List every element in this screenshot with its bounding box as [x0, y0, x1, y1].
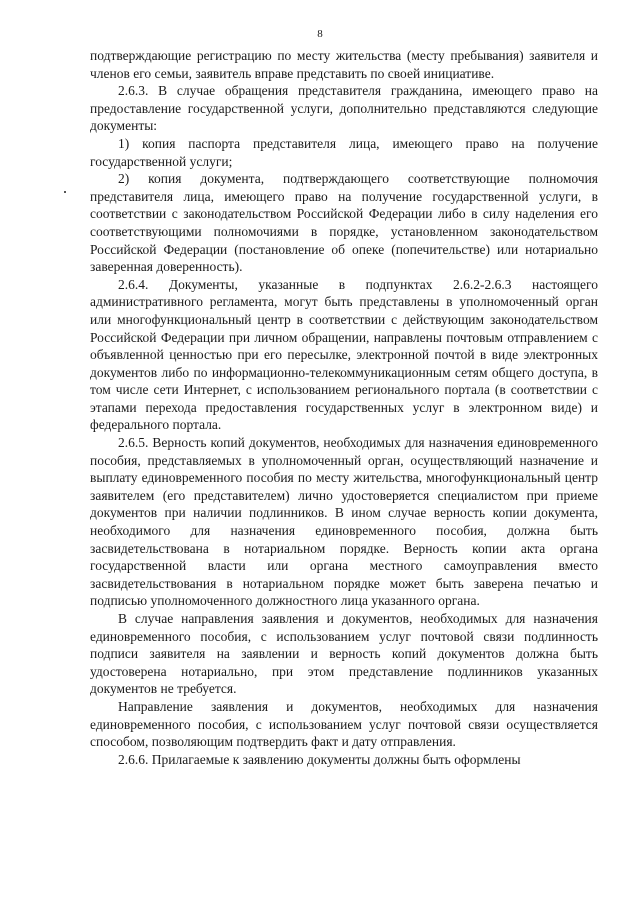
paragraph-2-6-3: 2.6.3. В случае обращения представителя гражданина, имеющего право на предоставление государственной услуги, дополнительно представляются следующие документы:	[90, 83, 598, 134]
page-number: 8	[317, 28, 323, 40]
list-item-1: 1) копия паспорта представителя лица, имеющего право на получение государственной услуги;	[90, 135, 598, 169]
paragraph-postal-sending: Направление заявления и документов, необходимых для назначения единовременного пособия, с использованием услуг почтовой связи осуществляется способом, позволяющим подтвердить факт и дату отправления.	[90, 698, 598, 750]
paragraph-2-6-6: 2.6.6. Прилагаемые к заявлению документы должны быть оформлены	[118, 751, 521, 767]
paragraph-continuation: подтверждающие регистрацию по месту жительства (месту пребывания) заявителя и членов его семьи, заявитель вправе представить по своей инициативе.	[90, 48, 598, 81]
paragraph-postal-notarization: В случае направления заявления и документов, необходимых для назначения единовременного пособия, с использованием услуг почтовой связи подлинность подписи заявителя на заявлении и верность копий документов должна быть удостоверена нотариально, при этом представление подлинников указанных документов не требуется.	[90, 611, 598, 697]
document-body	[90, 47, 598, 768]
list-item-2: 2) копия документа, подтверждающего соответствующие полномочия представителя лица, имеющего право на получение государственной услуги, в соответствии с законодательством Российской Федерации либо в силу наделения его соответствующими полномочиями в порядке, установленном законодательством Российской Федерации (постановление об опеке (попечительстве) или нотариально заверенная доверенность).	[90, 171, 598, 275]
margin-mark	[64, 191, 66, 193]
paragraph-2-6-4: 2.6.4. Документы, указанные в подпунктах 2.6.2-2.6.3 настоящего административного регламента, могут быть представлены в уполномоченный орган или многофункциональный центр в соответствии с действующим законодательством Российской Федерации при личном обращении, направлены почтовым отправлением с объявленной ценностью при его пересылке, электронной почтой в виде электронных документов либо по информационно-телекоммуникационным сетям общего доступа, в том числе сети Интернет, с использованием регионального портала (в соответствии с этапами перехода предоставления государственных услуг в электронном виде) и федерального портала.	[90, 276, 598, 433]
paragraph-2-6-5: 2.6.5. Верность копий документов, необходимых для назначения единовременного пособия, представляемых в уполномоченный орган, осуществляющий назначение и выплату единовременного пособия по месту жительства, многофункциональный центр заявителем (его представителем) лично удостоверяется специалистом при приеме документов при наличии подлинников. В ином случае верность копии документа, необходимого для назначения единовременного пособия, должна быть засвидетельствована в нотариальном порядке. Верность копии акта органа государственной власти или органа местного самоуправления вместо засвидетельствования в нотариальном порядке может быть заверена печатью и подписью уполномоченного должностного лица указанного органа.	[90, 435, 598, 609]
